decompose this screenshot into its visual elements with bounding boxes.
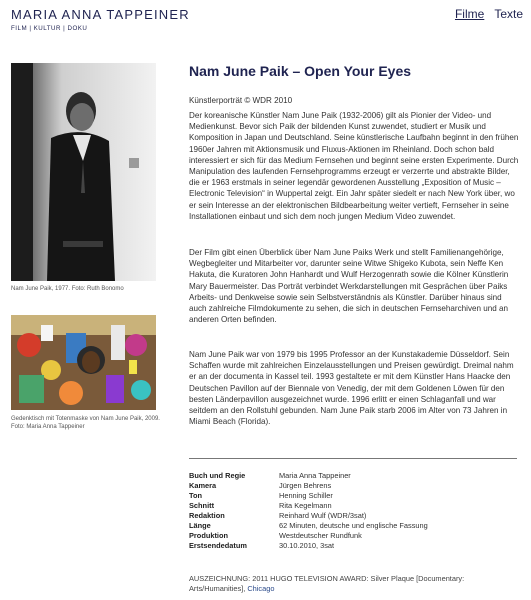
credit-value: 30.10.2010, 3sat — [279, 541, 335, 550]
award-link-chicago[interactable]: Chicago — [247, 584, 275, 593]
credit-row — [189, 471, 519, 481]
memorial-table-caption: Gedenktisch mit Totenmaske von Nam June Paik, 2009. Foto: Maria Anna Tappeiner — [11, 416, 160, 430]
credit-value: Maria Anna Tappeiner — [279, 471, 351, 480]
credit-label: Erstsendedatum — [189, 541, 247, 550]
nav-item-texte[interactable]: Texte — [494, 7, 523, 21]
memorial-table-photo — [11, 315, 156, 410]
section-divider — [189, 458, 517, 459]
credit-label: Produktion — [189, 531, 229, 540]
credits-table — [189, 471, 519, 551]
portrait-caption: Nam June Paik, 1977. Foto: Ruth Bonomo — [11, 286, 124, 292]
article-paragraph: Nam June Paik war von 1979 bis 1995 Professor an der Kunstakademie Düsseldorf. Sein Schaffen wurde mit zahlreichen Einzelausstellungen und Preisen gewürdigt. Dreimal nahm er an der documenta in Kassel teil. 1993 gestaltete er mit dem Künstler Hans Haacke den Deutschen Pavillon auf der Biennale von Venedig, der mit dem Goldenen Löwen für den besten Länderpavillon ausgezeichnet wurde. 1996 erlitt er einen Schlaganfall und war seitdem an den Rollstuhl gebunden. Nam June Paik starb 2006 im Alter von 73 Jahren in Miami Beach (Florida). — [189, 350, 514, 427]
award-note — [189, 574, 489, 594]
credit-value: 62 Minuten, deutsche und englische Fassung — [279, 521, 428, 530]
film-meta: Künstlerporträt © WDR 2010 — [189, 96, 293, 105]
main-nav — [455, 7, 523, 21]
credit-label: Schnitt — [189, 501, 215, 510]
site-header — [0, 0, 531, 50]
credit-label: Redaktion — [189, 511, 225, 520]
credit-row — [189, 501, 519, 511]
credit-value: Henning Schiller — [279, 491, 333, 500]
credit-value: Rita Kegelmann — [279, 501, 332, 510]
credit-label: Kamera — [189, 481, 217, 490]
credit-value: Westdeutscher Rundfunk — [279, 531, 362, 540]
award-text: AUSZEICHNUNG: 2011 HUGO TELEVISION AWARD: Silver Plaque [Documentary: Arts/Humanities], — [189, 574, 465, 593]
credit-value: Jürgen Behrens — [279, 481, 332, 490]
site-title[interactable]: MARIA ANNA TAPPEINER — [11, 7, 190, 22]
credit-row — [189, 541, 519, 551]
credit-label: Länge — [189, 521, 211, 530]
article-paragraph: Der koreanische Künstler Nam June Paik (1932-2006) gilt als Pionier der Video- und Medienkunst. Bevor sich Paik der bildenden Kunst zuwendet, studiert er Musik und Komposition in Japan und Deutschland. Seine künstlerische Laufbahn beginnt in den frühen 1960er Jahren mit Aktionsmusik und Fluxus-Aktionen im Rheinland. Doch schon bald interessiert er sich für das Medium Fernsehen und beginnt seine ersten Experimente. Durch Manipulation des laufenden Fernsehprogramms erzeugt er verzerrte und abstrakte Bilder, die er 1963 erstmals in seiner legendär gewordenen Ausstellung „Exposition of Music – Electronic Television“ in Wuppertal zeigt. Ein Jahr später siedelt er nach New York über, wo er sein Interesse an der elektronischen Bildbearbeitung weiter vertieft, Fernseher in seine Installationen einbaut und sich dem noch jungen Medium Video zuwendet. — [189, 111, 519, 221]
credit-row — [189, 511, 519, 521]
credit-row — [189, 481, 519, 491]
credit-row — [189, 491, 519, 501]
portrait-photo — [11, 63, 156, 281]
nav-item-filme[interactable]: Filme — [454, 7, 485, 21]
credit-label: Ton — [189, 491, 202, 500]
credit-row — [189, 521, 519, 531]
credit-row — [189, 531, 519, 541]
credit-value: Reinhard Wulf (WDR/3sat) — [279, 511, 367, 520]
film-title: Nam June Paik – Open Your Eyes — [189, 63, 412, 79]
article-paragraph: Der Film gibt einen Überblick über Nam June Paiks Werk und stellt Familienangehörige, Wegbegleiter und Mitarbeiter vor, darunter seine Witwe Shigeko Kubota, sein Neffe Ken Hakuta, die Kuratoren John Hanhardt und Wulf Herzogenrath sowie die Kölner Künstlerin Mary Bauermeister. Das Porträt verbindet Werkdarstellungen mit Gesprächen über Paiks Arbeits- und Denkweise sowie sein Selbstverständnis als Künstler. Darüber hinaus sind auch zahlreiche Filmdokumente zu sehen, die sich in deutschen Fernseharchiven und an anderen Orten befinden. — [189, 248, 509, 325]
credit-label: Buch und Regie — [189, 471, 246, 480]
site-subtitle: FILM | KULTUR | DOKU — [11, 25, 88, 32]
